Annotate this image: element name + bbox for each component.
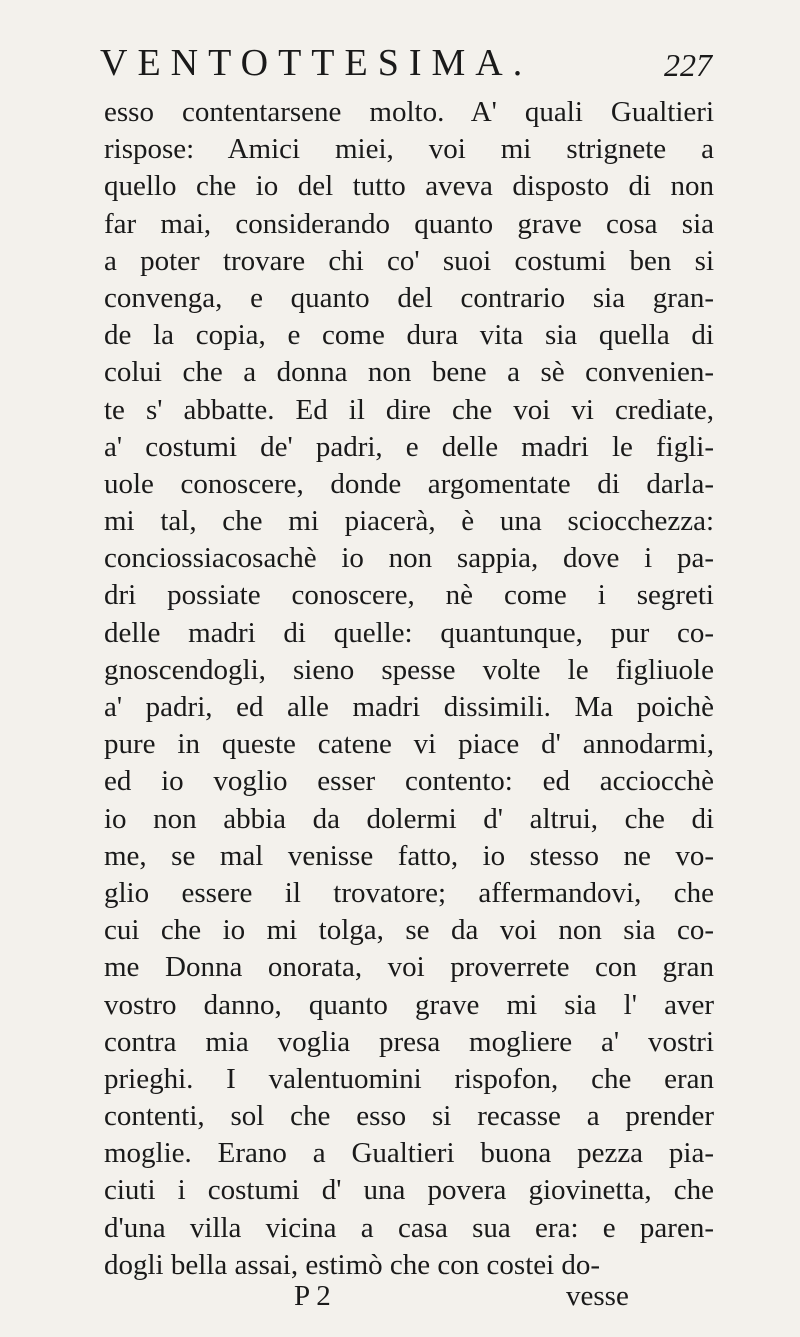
text-line: vostro danno, quanto grave mi sia l' aver bbox=[104, 988, 714, 1021]
text-line: far mai, considerando quanto grave cosa sia bbox=[104, 207, 714, 240]
running-title: VENTOTTESIMA. bbox=[100, 42, 533, 84]
text-line: moglie. Erano a Gualtieri buona pezza pia- bbox=[104, 1137, 714, 1170]
text-line: te s' abbatte. Ed il dire che voi vi crediate, bbox=[104, 393, 714, 426]
text-line: pure in queste catene vi piace d' annodarmi, bbox=[104, 728, 714, 761]
text-line: dogli bella assai, estimò che con costei do- bbox=[104, 1248, 601, 1281]
text-line: esso contentarsene molto. A' quali Gualtieri bbox=[104, 96, 714, 128]
text-line: me Donna onorata, voi proverrete con gran bbox=[104, 951, 714, 984]
text-line: ed io voglio esser contento: ed acciocchè bbox=[104, 765, 714, 798]
running-head bbox=[100, 38, 712, 88]
text-line: a poter trovare chi co' suoi costumi ben si bbox=[104, 244, 714, 277]
text-line: delle madri di quelle: quantunque, pur co- bbox=[104, 616, 714, 649]
text-line: cui che io mi tolga, se da voi non sia co- bbox=[104, 914, 714, 947]
text-line: de la copia, e come dura vita sia quella di bbox=[104, 319, 714, 352]
text-line: mi tal, che mi piacerà, è una sciocchezza: bbox=[104, 505, 714, 538]
body-text bbox=[104, 94, 714, 1284]
text-line: prieghi. I valentuomini rispofon, che eran bbox=[104, 1062, 714, 1095]
text-line: conciossiacosachè io non sappia, dove i pa- bbox=[104, 542, 714, 575]
text-line: colui che a donna non bene a sè convenien- bbox=[104, 356, 714, 389]
page-number: 227 bbox=[664, 47, 712, 83]
text-line: a' costumi de' padri, e delle madri le figli- bbox=[104, 430, 714, 463]
text-line: dri possiate conoscere, nè come i segreti bbox=[104, 579, 714, 612]
text-line: convenga, e quanto del contrario sia gran- bbox=[104, 281, 714, 314]
signature-mark: P 2 bbox=[294, 1280, 331, 1312]
text-line: me, se mal venisse fatto, io stesso ne vo- bbox=[104, 839, 714, 872]
text-line: a' padri, ed alle madri dissimili. Ma poichè bbox=[104, 691, 714, 723]
text-line: quello che io del tutto aveva disposto di non bbox=[104, 170, 714, 203]
text-line: io non abbia da dolermi d' altrui, che di bbox=[104, 802, 714, 835]
text-line: uole conoscere, donde argomentate di darla- bbox=[104, 467, 714, 500]
text-line: rispose: Amici miei, voi mi strignete a bbox=[104, 133, 714, 166]
catchword: vesse bbox=[566, 1280, 629, 1312]
text-line: contra mia voglia presa mogliere a' vostri bbox=[104, 1025, 714, 1058]
catchline bbox=[104, 1276, 714, 1316]
text-line: ciuti i costumi d' una povera giovinetta, che bbox=[104, 1174, 714, 1207]
text-line: gnoscendogli, sieno spesse volte le figliuole bbox=[104, 653, 714, 686]
text-line: glio essere il trovatore; affermandovi, che bbox=[104, 876, 714, 909]
text-line: contenti, sol che esso si recasse a prender bbox=[104, 1100, 714, 1133]
text-line: d'una villa vicina a casa sua era: e paren- bbox=[104, 1211, 714, 1244]
